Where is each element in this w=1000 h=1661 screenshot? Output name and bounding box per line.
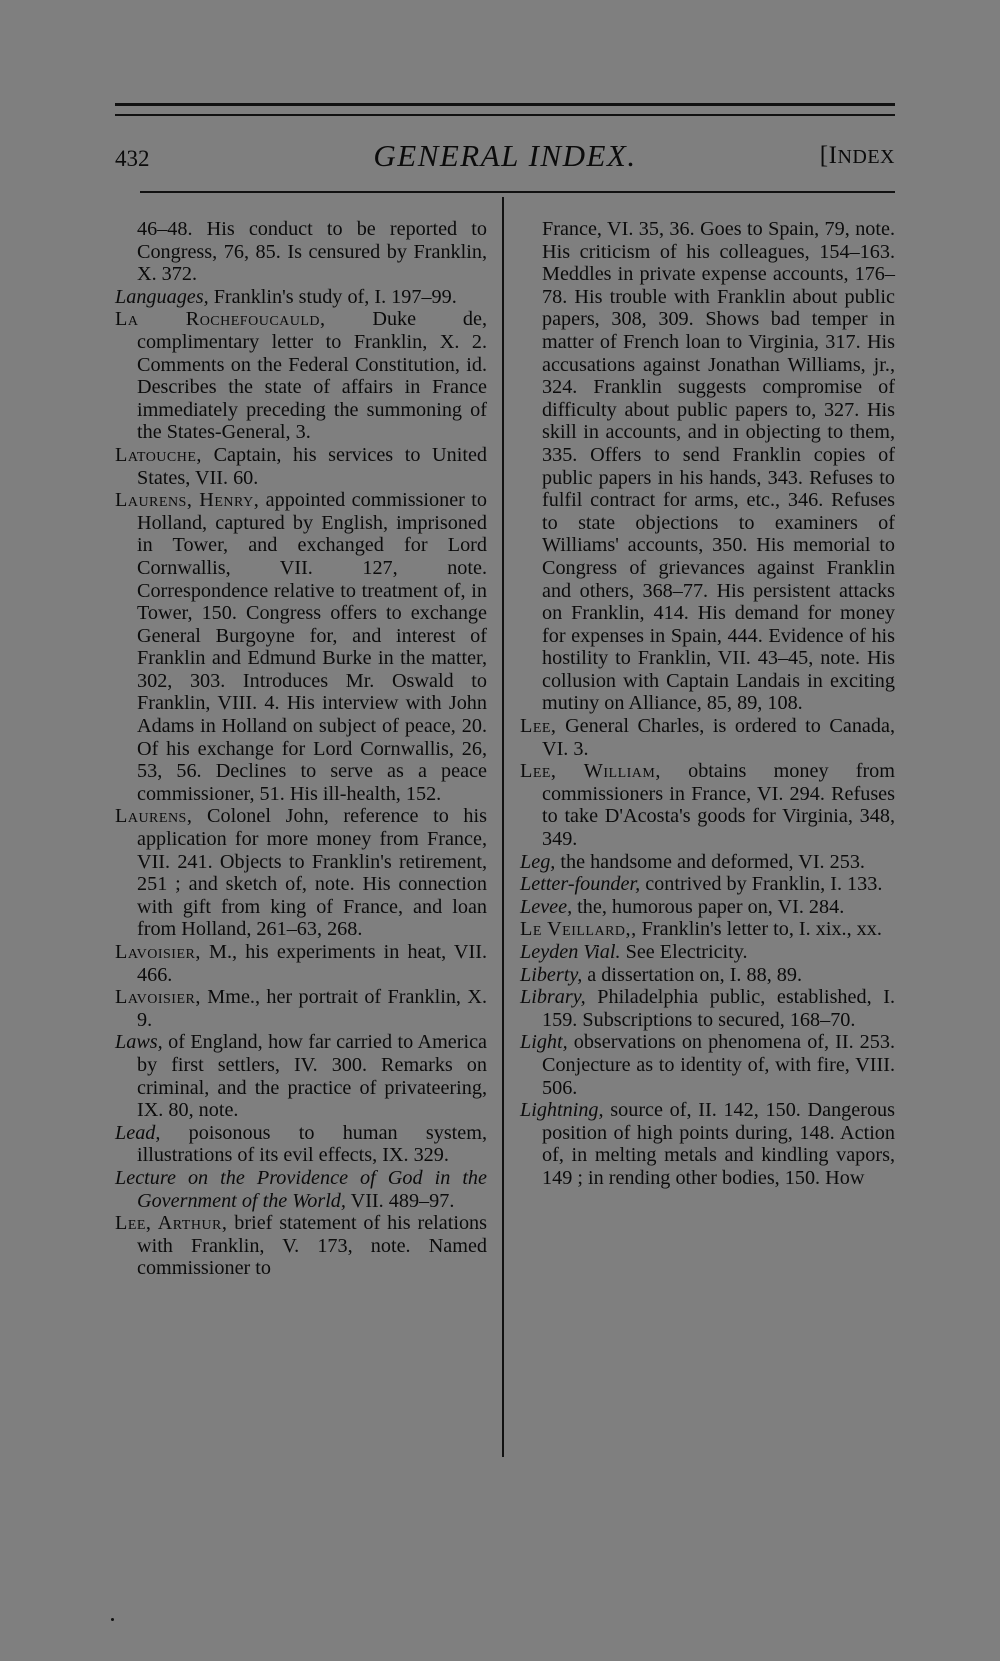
index-entry-text: Franklin's letter to, I. xix., xx.: [636, 918, 882, 941]
index-headword: Lee, William,: [520, 760, 661, 783]
index-headword: Letter-founder,: [520, 873, 641, 896]
index-headword: Lead,: [115, 1121, 161, 1144]
running-title: GENERAL INDEX.: [373, 138, 637, 173]
page-number: 432: [115, 146, 150, 171]
index-entry: [115, 986, 487, 1031]
index-entry-text: the, humorous paper on, VI. 284.: [572, 895, 845, 918]
index-entry-continuation: [520, 218, 895, 715]
index-entry-text: a dissertation on, I. 88, 89.: [582, 963, 803, 986]
index-headword: Lavoisier,: [115, 986, 201, 1009]
index-entry: [115, 286, 487, 309]
index-headword: Levee,: [520, 895, 573, 918]
stray-mark: [111, 1618, 114, 1621]
column-divider: [502, 197, 504, 1457]
index-entry-text: 46–48. His conduct to be reported to Congress, 76, 85. Is censured by Franklin, X. 372.: [137, 218, 487, 286]
index-entry-text: See Electricity.: [620, 941, 748, 963]
top-double-rule-upper: [115, 103, 895, 106]
index-entry-text: observations on phenomena of, II. 253. Conjecture as to identity of, with fire, VIII. 506.: [542, 1031, 895, 1099]
index-headword: Lightning,: [520, 1099, 604, 1122]
index-entry: [520, 1031, 895, 1099]
index-entry-text: source of, II. 142, 150. Dangerous position of high points during, 148. Action of, in melting metals and kindling vapors, 149 ; in rending other bodies, 150. How: [542, 1099, 895, 1189]
index-entry-text: General Charles, is ordered to Canada, VI. 3.: [542, 715, 895, 760]
index-entry-text: contrived by Franklin, I. 133.: [640, 873, 883, 896]
index-headword: Lavoisier,: [115, 941, 201, 963]
index-entry: [520, 986, 895, 1031]
index-entry: [115, 941, 487, 986]
index-headword: Laws,: [115, 1031, 163, 1054]
index-entry-text: Philadelphia public, established, I. 159. Subscriptions to secured, 168–70.: [542, 986, 895, 1031]
index-headword: Liberty,: [520, 963, 583, 986]
index-entry-text: M., his experiments in heat, VII. 466.: [137, 941, 487, 986]
index-entry: [520, 941, 895, 964]
index-entry: [115, 1031, 487, 1121]
index-entry: [115, 444, 487, 489]
index-headword: Lee, Arthur,: [115, 1212, 228, 1235]
index-headword: Laurens, Henry,: [115, 489, 260, 512]
index-column-left: [115, 218, 487, 1280]
page-header: [115, 138, 895, 178]
index-entry: [115, 1212, 487, 1280]
index-entry: [520, 964, 895, 987]
index-headword: Leg,: [520, 850, 556, 873]
index-entry-text: Captain, his services to United States, VII. 60.: [137, 443, 487, 489]
section-label: [820, 142, 895, 170]
index-entry-text: Colonel John, reference to his application for more money from France, VII. 241. Objects to Franklin's retirement, 251 ; and sketch of, note. His connection with gift from king of France, and loan from Holland, 261–63, 268.: [137, 805, 487, 941]
index-entry: [115, 805, 487, 941]
index-entry: [115, 489, 487, 805]
index-headword: Library,: [520, 986, 586, 1009]
index-headword: La Rochefoucauld,: [115, 308, 326, 331]
index-entry-text: of England, how far carried to America by first settlers, IV. 300. Remarks on criminal, and the practice of privateering, IX. 80, note.: [137, 1031, 487, 1122]
header-rule: [140, 191, 895, 193]
index-headword: Leyden Vial.: [520, 941, 621, 963]
index-headword: Latouche,: [115, 443, 202, 466]
index-headword: Le Veillard,,: [520, 918, 637, 941]
index-entry-text: VII. 489–97.: [345, 1189, 455, 1212]
index-entry-text: the handsome and deformed, VI. 253.: [555, 850, 865, 873]
index-entry: [520, 873, 895, 896]
index-entry-text: brief statement of his relations with Franklin, V. 173, note. Named commissioner to: [137, 1212, 488, 1280]
index-column-right: [520, 218, 895, 1190]
index-entry-text: Duke de, complimentary letter to Franklin, X. 2. Comments on the Federal Constitution, id. Describes the state of affairs in France immediately preceding the summoning of the States-General, 3.: [137, 308, 488, 444]
index-entry-continuation: [115, 218, 487, 286]
index-entry-text: Franklin's study of, I. 197–99.: [208, 285, 457, 308]
index-headword: Light,: [520, 1031, 568, 1054]
section-label-rest: NDEX: [837, 146, 895, 168]
index-entry: [520, 851, 895, 874]
index-headword: Lee,: [520, 715, 557, 738]
index-entry: [115, 308, 487, 444]
index-entry: [520, 715, 895, 760]
index-entry-text: obtains money from commissioners in France, VI. 294. Refuses to take D'Acosta's goods for Virginia, 348, 349.: [542, 760, 895, 851]
top-double-rule-lower: [115, 114, 895, 116]
index-headword: Laurens,: [115, 805, 193, 828]
index-entry: [520, 1099, 895, 1189]
index-entry-text: poisonous to human system, illustrations of its evil effects, IX. 329.: [137, 1121, 487, 1167]
index-headword: Languages,: [115, 285, 209, 308]
index-entry-text: Mme., her portrait of Franklin, X. 9.: [137, 986, 487, 1031]
index-entry-text: appointed commissioner to Holland, captured by English, imprisoned in Tower, and exchanged for Lord Cornwallis, VII. 127, note. Correspondence relative to treatment of, in Tower, 150. Congress offers to exchange General Burgoyne for, and interest of Franklin and Edmund Burke in the matter, 302, 303. Introduces Mr. Oswald to Franklin, VIII. 4. His interview with John Adams in Holland on subject of peace, 20. Of his exchange for Lord Cornwallis, 26, 53, 56. Declines to serve as a peace commissioner, 51. His ill-health, 152.: [137, 489, 487, 805]
index-entry-text: France, VI. 35, 36. Goes to Spain, 79, note. His criticism of his colleagues, 154–163. Meddles in private expense accounts, 176–78. His trouble with Franklin about public papers, 308, 309. Shows bad temper in matter of French loan to Virginia, 317. His accusations against Jonathan Williams, jr., 324. Franklin suggests compromise of difficulty about public papers to, 327. His skill in accounts, and in objecting to them, 335. Offers to send Franklin copies of public papers in his hands, 343. Refuses to fulfil contract for arms, etc., 346. Refuses to state objections to examiners of Williams' accounts, 350. His memorial to Congress of grievances against Franklin and others, 368–77. His persistent attacks on Franklin, 414. His demand for money for expenses in Spain, 444. Evidence of his hostility to Franklin, VII. 43–45, note. His collusion with Captain Landais in exciting mutiny on Alliance, 85, 89, 108.: [542, 218, 895, 715]
index-entry: [115, 1122, 487, 1167]
index-headword: Lecture on the Providence of God in the Government of the World,: [115, 1166, 487, 1212]
index-entry: [520, 896, 895, 919]
section-label-bracket: [I: [819, 142, 838, 169]
index-entry: [115, 1167, 487, 1212]
index-entry: [520, 760, 895, 850]
index-entry: [520, 918, 895, 941]
